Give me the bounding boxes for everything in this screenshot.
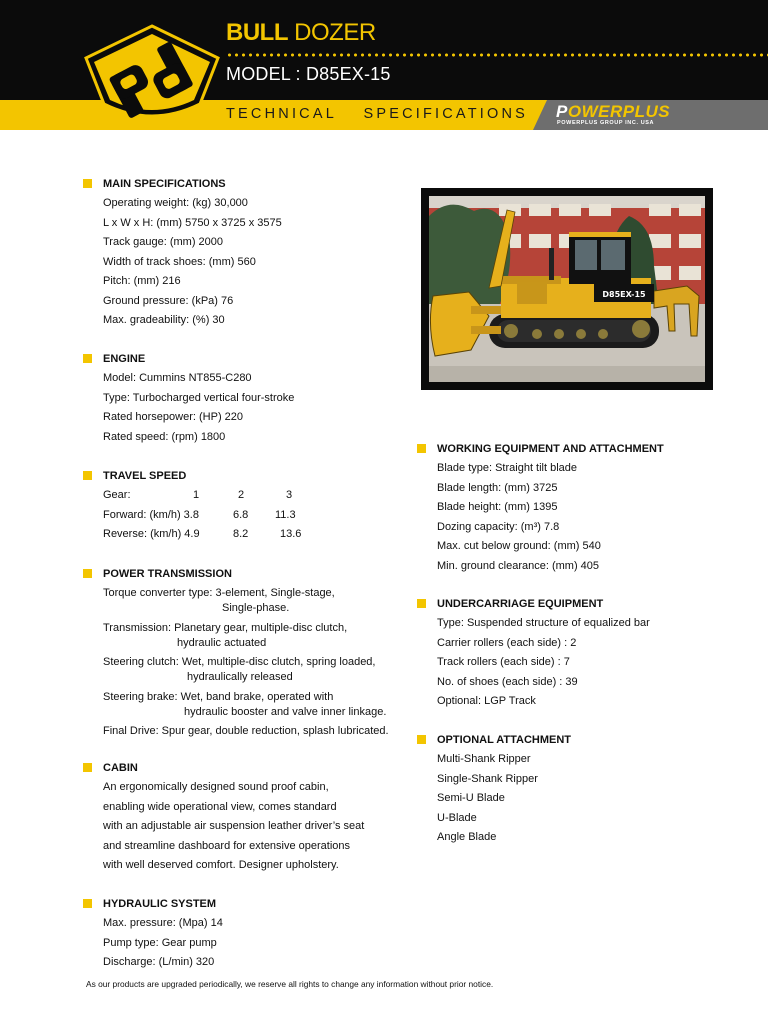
table-row bbox=[83, 528, 383, 548]
title-bold: BULL bbox=[226, 19, 288, 46]
bullet-icon bbox=[417, 735, 426, 744]
list-item: Angle Blade bbox=[437, 831, 497, 843]
table-cell: 6.8 bbox=[233, 508, 249, 521]
list-item: Multi-Shank Ripper bbox=[437, 753, 531, 765]
spec-line: Max. pressure: (Mpa) 14 bbox=[103, 917, 223, 929]
cab-model-label: D85EX-15 bbox=[602, 290, 646, 299]
undercarriage-heading-text: UNDERCARRIAGE EQUIPMENT bbox=[437, 598, 604, 610]
spec-line: An ergonomically designed sound proof cabin, bbox=[103, 781, 329, 793]
spec-line: Rated speed: (rpm) 1800 bbox=[103, 430, 226, 443]
brand-lead: P bbox=[556, 102, 568, 121]
optional-attachment-section bbox=[417, 733, 571, 844]
main-specs-heading-text: MAIN SPECIFICATIONS bbox=[103, 178, 226, 190]
disclaimer-footer: As our products are upgraded periodically, we reserve all rights to change any information without prior notice. bbox=[86, 979, 494, 989]
undercarriage-section bbox=[417, 597, 650, 708]
engine-section bbox=[83, 352, 294, 444]
brand-name bbox=[556, 103, 670, 120]
table-cell: Gear: bbox=[103, 489, 131, 501]
spec-line: No. of shoes (each side) : 39 bbox=[437, 675, 578, 688]
list-item: Single-Shank Ripper bbox=[437, 772, 538, 785]
spec-line: Min. ground clearance: (mm) 405 bbox=[437, 559, 600, 572]
engine-heading bbox=[83, 352, 294, 366]
bullet-icon bbox=[417, 444, 426, 453]
list-item: Semi-U Blade bbox=[437, 792, 505, 804]
spec-line: Type: Suspended structure of equalized bar bbox=[437, 617, 650, 629]
brand-band-notch bbox=[533, 100, 547, 130]
spec-line: Max. cut below ground: (mm) 540 bbox=[437, 540, 601, 552]
table-cell: 13.6 bbox=[280, 528, 302, 540]
hydraulic-section bbox=[83, 897, 223, 969]
tech-specs-banner bbox=[226, 106, 528, 122]
spec-line: Track rollers (each side) : 7 bbox=[437, 656, 570, 668]
travel-speed-heading bbox=[83, 469, 383, 483]
brand-subtitle: POWERPLUS GROUP INC. USA bbox=[557, 120, 655, 126]
bullet-icon bbox=[83, 354, 92, 363]
spec-line: Width of track shoes: (mm) 560 bbox=[103, 255, 256, 268]
travel-speed-heading-text: TRAVEL SPEED bbox=[103, 470, 187, 482]
spec-line: Blade length: (mm) 3725 bbox=[437, 481, 558, 494]
bullet-icon bbox=[83, 179, 92, 188]
product-title bbox=[226, 19, 376, 47]
spec-line: Blade type: Straight tilt blade bbox=[437, 462, 578, 474]
spec-line: hydraulic actuated bbox=[177, 636, 267, 649]
optional-attachment-heading bbox=[417, 733, 571, 747]
spec-line: hydraulic booster and valve inner linkage. bbox=[184, 705, 387, 718]
spec-line: with an adjustable air suspension leather driver’s seat bbox=[103, 820, 365, 832]
hydraulic-heading bbox=[83, 897, 223, 911]
spec-line: Dozing capacity: (m³) 7.8 bbox=[437, 520, 560, 533]
tech-specs-word-1: TECHNICAL bbox=[226, 106, 337, 122]
spec-line: Pump type: Gear pump bbox=[103, 936, 217, 949]
list-item: U-Blade bbox=[437, 811, 477, 824]
table-cell: 11.3 bbox=[275, 508, 296, 521]
spec-line: Steering clutch: Wet, multiple-disc clutch, spring loaded, bbox=[103, 656, 376, 668]
engine-heading-text: ENGINE bbox=[103, 353, 146, 365]
spec-line: Ground pressure: (kPa) 76 bbox=[103, 294, 234, 307]
cabin-heading-text: CABIN bbox=[103, 762, 138, 774]
spec-line: Carrier rollers (each side) : 2 bbox=[437, 636, 577, 649]
spec-line: hydraulically released bbox=[187, 671, 293, 683]
working-equipment-heading bbox=[417, 442, 664, 456]
power-transmission-section bbox=[83, 567, 389, 738]
dotted-divider bbox=[226, 53, 768, 57]
spec-line: Track gauge: (mm) 2000 bbox=[103, 236, 224, 248]
bulldozer-photo bbox=[421, 188, 713, 390]
spec-line: Type: Turbocharged vertical four-stroke bbox=[103, 391, 295, 404]
spec-line: Operating weight: (kg) 30,000 bbox=[103, 197, 248, 209]
table-cell: 8.2 bbox=[233, 528, 249, 540]
travel-speed-section bbox=[83, 469, 383, 548]
bullet-icon bbox=[83, 569, 92, 578]
hydraulic-heading-text: HYDRAULIC SYSTEM bbox=[103, 898, 217, 910]
company-logo bbox=[82, 24, 222, 124]
table-cell: Forward: (km/h) 3.8 bbox=[103, 508, 199, 521]
spec-line: Single-phase. bbox=[222, 602, 290, 614]
tech-specs-word-2: SPECIFICATIONS bbox=[363, 106, 529, 122]
spec-line: Max. gradeability: (%) 30 bbox=[103, 314, 225, 326]
spec-line: Optional: LGP Track bbox=[437, 695, 536, 707]
table-row bbox=[83, 509, 383, 529]
spec-line: Blade height: (mm) 1395 bbox=[437, 501, 558, 513]
table-cell: 3 bbox=[286, 489, 293, 501]
cabin-heading bbox=[83, 761, 364, 775]
brand-rest: OWERPLUS bbox=[567, 102, 671, 121]
table-cell: 1 bbox=[193, 489, 200, 501]
spec-line: L x W x H: (mm) 5750 x 3725 x 3575 bbox=[103, 216, 282, 229]
cabin-section bbox=[83, 761, 364, 872]
main-specs-section bbox=[83, 177, 282, 327]
title-light: DOZER bbox=[294, 19, 376, 46]
optional-attachment-heading-text: OPTIONAL ATTACHMENT bbox=[437, 734, 572, 746]
table-cell: 2 bbox=[238, 489, 245, 501]
bullet-icon bbox=[83, 763, 92, 772]
spec-line: Steering brake: Wet, band brake, operated with bbox=[103, 690, 334, 703]
bullet-icon bbox=[83, 471, 92, 480]
spec-line: with well deserved comfort. Designer upholstery. bbox=[103, 859, 339, 871]
spec-line: enabling wide operational view, comes standard bbox=[103, 800, 337, 813]
spec-line: Model: Cummins NT855-C280 bbox=[103, 372, 252, 384]
power-transmission-heading-text: POWER TRANSMISSION bbox=[103, 568, 232, 580]
main-specs-heading bbox=[83, 177, 282, 191]
spec-line: Final Drive: Spur gear, double reduction, splash lubricated. bbox=[103, 725, 389, 737]
spec-line: and streamline dashboard for extensive operations bbox=[103, 839, 351, 852]
table-cell: Reverse: (km/h) 4.9 bbox=[103, 528, 200, 540]
spec-line: Discharge: (L/min) 320 bbox=[103, 956, 215, 968]
spec-line: Rated horsepower: (HP) 220 bbox=[103, 411, 244, 423]
power-transmission-heading bbox=[83, 567, 389, 581]
model-label: MODEL : D85EX-15 bbox=[226, 64, 391, 84]
working-equipment-section bbox=[417, 442, 664, 573]
bullet-icon bbox=[83, 899, 92, 908]
working-equipment-heading-text: WORKING EQUIPMENT AND ATTACHMENT bbox=[437, 443, 664, 455]
spec-line: Transmission: Planetary gear, multiple-disc clutch, bbox=[103, 621, 348, 634]
undercarriage-heading bbox=[417, 597, 650, 611]
bulldozer-illustration bbox=[429, 196, 705, 382]
spec-line: Pitch: (mm) 216 bbox=[103, 275, 181, 287]
spec-line: Torque converter type: 3-element, Single-stage, bbox=[103, 587, 335, 599]
table-row bbox=[83, 489, 383, 509]
bullet-icon bbox=[417, 599, 426, 608]
